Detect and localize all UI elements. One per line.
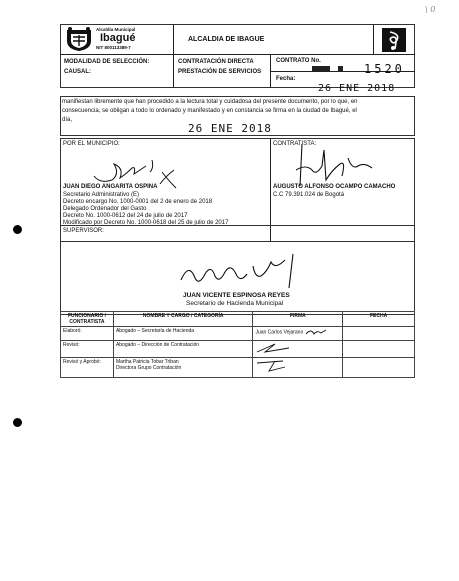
table-cell — [253, 327, 343, 341]
fecha-label: Fecha: — [276, 76, 296, 82]
stamp-mark — [312, 66, 330, 72]
supervisor-name: JUAN VICENTE ESPINOSA REYES — [183, 292, 290, 299]
modalidad-value: CONTRATACIÓN DIRECTA — [178, 59, 254, 65]
stamp-mark — [338, 66, 343, 72]
table-cell — [253, 341, 343, 358]
table-row — [61, 327, 415, 341]
fecha-stamp: 26 ENE 2018 — [318, 83, 396, 94]
contratista-label: CONTRATISTA: — [273, 141, 317, 147]
logo-line3: NIT 800113389-7 — [96, 45, 131, 50]
table-cell — [343, 341, 415, 358]
table-cell — [343, 327, 415, 341]
contratista-signature-icon — [282, 140, 392, 190]
firma-text: Juan Carlos Vejarano — [255, 329, 304, 336]
table-header-row — [61, 312, 415, 327]
approver-name: Martha Patricia Tobar Triban — [115, 359, 179, 365]
municipio-line: Modificado por Decreto No. 1000-0618 del 25 de julio de 2017 — [63, 220, 229, 226]
reviewer-signature-icon — [255, 342, 295, 354]
corner-note: \ 0 — [425, 5, 436, 14]
municipio-line: Delegado Ordenador del Gasto — [63, 206, 147, 212]
entity-name: ALCALDIA DE IBAGUE — [188, 36, 265, 43]
date-stamp: 26 ENE 2018 — [188, 122, 272, 135]
municipio-line: Decreto encargo No. 1000-0001 del 2 de enero de 2018 — [63, 199, 213, 205]
column-header: NOMBRE Y CARGO / CATEGORÍA — [113, 312, 253, 327]
municipio-label: POR EL MUNICIPIO: — [63, 141, 120, 147]
table-cell: Abogado – Dirección de Contratación — [113, 341, 253, 358]
punch-hole — [13, 225, 22, 234]
table-cell: Revisó y Aprobó: — [61, 358, 114, 378]
municipio-line: Secretario Administrativo (E) — [63, 192, 140, 198]
causal-value: PRESTACIÓN DE SERVICIOS — [178, 69, 262, 75]
ibague-logo — [64, 26, 172, 52]
approver-role: Directora Grupo Contratación — [115, 365, 182, 371]
approver-signature-icon — [255, 359, 295, 373]
contrato-label: CONTRATO No. — [276, 58, 321, 64]
column-header: FUNCIONARIO / CONTRATISTA — [61, 312, 114, 327]
table-row — [61, 358, 415, 378]
modalidad-label: MODALIDAD DE SELECCIÓN: — [64, 59, 150, 65]
music-emblem-icon — [382, 28, 406, 52]
table-cell — [253, 358, 343, 378]
table-row — [61, 341, 415, 358]
municipio-line: Decreto No. 1000-0612 del 24 de julio de 2017 — [63, 213, 188, 219]
table-cell — [343, 358, 415, 378]
column-header: FIRMA — [253, 312, 343, 327]
contratista-cc: C.C 79.391.024 de Bogotá — [273, 192, 345, 198]
table-cell: Revisó: — [61, 341, 114, 358]
paragraph-line3: día, — [62, 117, 73, 123]
municipio-name: JUAN DIEGO ANGARITA OSPINA — [63, 184, 158, 190]
coat-of-arms-icon — [64, 26, 94, 52]
table-cell — [113, 358, 253, 378]
contratista-name: AUGUSTO ALFONSO OCAMPO CAMACHO — [273, 184, 396, 190]
table-cell: Elaboró: — [61, 327, 114, 341]
logo-line1: Alcaldía Municipal — [96, 27, 136, 32]
column-header: FECHA — [343, 312, 415, 327]
logo-line2: Ibagué — [100, 32, 136, 44]
supervisor-label: SUPERVISOR: — [63, 228, 104, 234]
supervisor-signature-icon — [175, 252, 305, 292]
paragraph-line2: consecuencia, se obligan a todo lo ordenado y manifestado y en constancia se firma en la ciudad de Ibagué, el — [62, 108, 357, 114]
supervisor-role: Secretario de Hacienda Municipal — [186, 300, 284, 307]
table-cell: Abogado – Secretaría de Hacienda — [113, 327, 253, 341]
causal-label: CAUSAL: — [64, 69, 91, 75]
punch-hole — [13, 418, 22, 427]
paragraph-line1: manifiestan libremente que han procedido a la lectura total y cuidadosa del presente documento, por lo que, en — [62, 99, 358, 105]
review-table — [60, 311, 415, 378]
contrato-number: 1520 — [364, 62, 405, 76]
initials-signature-icon — [305, 328, 327, 336]
